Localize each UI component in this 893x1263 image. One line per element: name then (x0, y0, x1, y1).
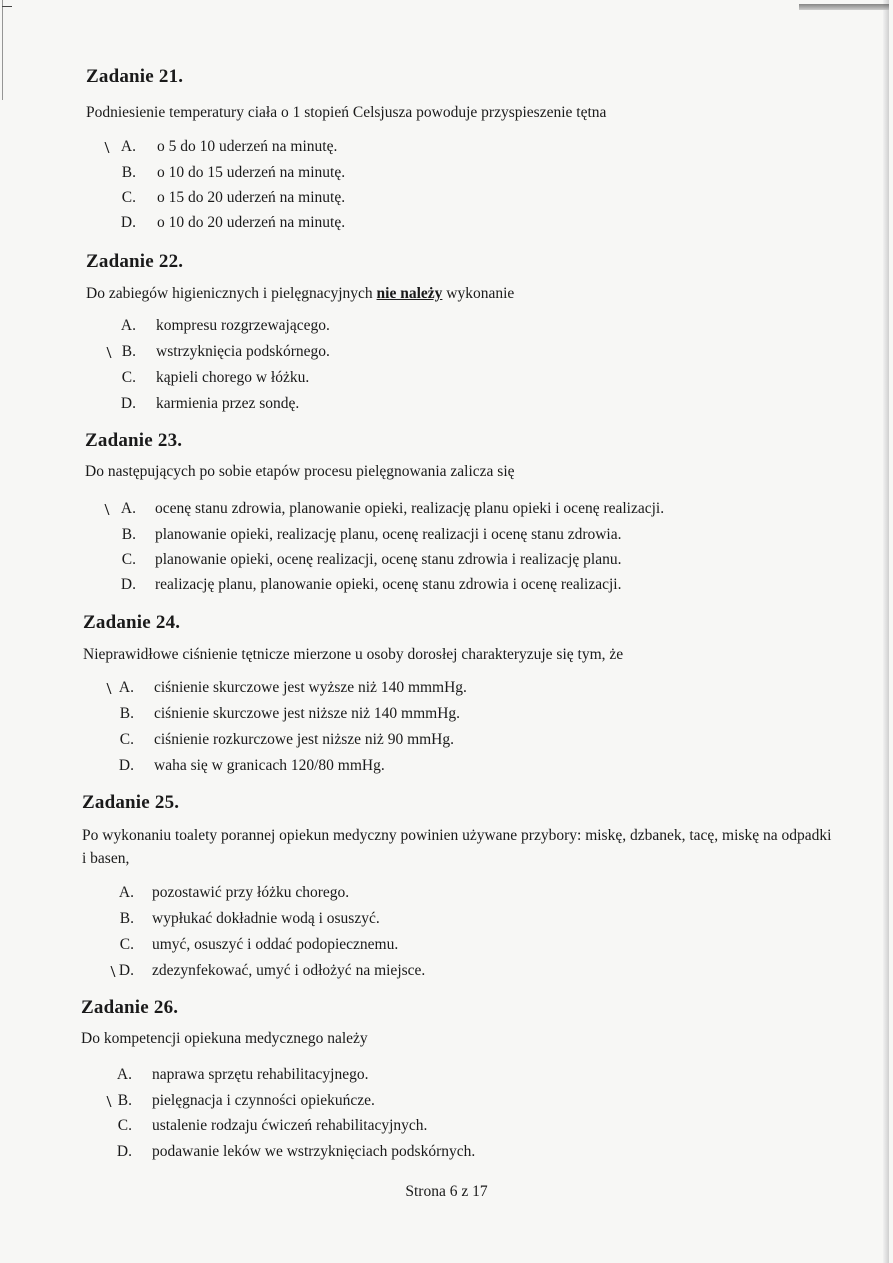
option-letter: B. (121, 343, 136, 360)
option-letter: D. (120, 395, 136, 412)
option-letter: B. (119, 705, 134, 722)
option-text: ciśnienie skurczowe jest niższe niż 140 mmmHg. (154, 705, 461, 722)
option-letter: D. (118, 962, 134, 979)
option-text: waha się w granicach 120/80 mmHg. (154, 757, 385, 774)
task-title: Zadanie 24. (83, 612, 181, 633)
option-letter: A. (120, 317, 136, 334)
option-text: wypłukać dokładnie wodą i osuszyć. (152, 910, 380, 927)
option-text: ciśnienie skurczowe jest wyższe niż 140 mmmHg. (154, 679, 467, 696)
answer-mark: \ (106, 1092, 112, 1111)
answer-mark: \ (106, 343, 112, 362)
option-letter: B. (121, 164, 136, 181)
option-letter: B. (117, 1092, 132, 1109)
task-title: Zadanie 21. (86, 66, 184, 87)
question-text: Do zabiegów higienicznych i pielęgnacyjnych (86, 285, 377, 302)
option-letter: D. (116, 1143, 132, 1160)
answer-mark: \ (110, 962, 116, 981)
task-question: Do następujących po sobie etapów procesu pielęgnowania zalicza się (85, 463, 515, 480)
task-title: Zadanie 25. (82, 792, 180, 813)
option-letter: B. (119, 910, 134, 927)
option-text: naprawa sprzętu rehabilitacyjnego. (152, 1066, 369, 1083)
option-letter: C. (119, 731, 134, 748)
option-letter: C. (119, 936, 134, 953)
task-question: Podniesienie temperatury ciała o 1 stopień Celsjusza powoduje przyspieszenie tętna (86, 104, 607, 121)
option-text: wstrzyknięcia podskórnego. (156, 343, 330, 360)
answer-mark: \ (104, 500, 110, 519)
option-letter: C. (121, 189, 136, 206)
task-question: Nieprawidłowe ciśnienie tętnicze mierzone u osoby dorosłej charakteryzuje się tym, że (83, 646, 624, 663)
scan-edge-right (883, 0, 889, 1263)
answer-mark: \ (104, 138, 110, 157)
option-text: pielęgnacja i czynności opiekuńcze. (152, 1092, 375, 1109)
option-letter: D. (118, 757, 134, 774)
option-text: o 15 do 20 uderzeń na minutę. (157, 189, 346, 206)
task-question: Po wykonaniu toalety porannej opiekun medyczny powinien używane przybory: miskę, dzbanek, tacę, miskę na odpadki i basen, (82, 827, 832, 867)
option-letter: A. (120, 500, 136, 517)
option-text: o 5 do 10 uderzeń na minutę. (157, 138, 338, 155)
option-text: realizację planu, planowanie opieki, ocenę stanu zdrowia i ocenę realizacji. (155, 576, 622, 593)
option-text: planowanie opieki, realizację planu, ocenę realizacji i ocenę stanu zdrowia. (155, 526, 622, 543)
option-text: kąpieli chorego w łóżku. (156, 369, 310, 386)
option-letter: A. (118, 884, 134, 901)
scan-edge-left (2, 0, 5, 100)
question-text: wykonanie (442, 285, 515, 302)
option-letter: B. (121, 526, 136, 543)
option-letter: D. (120, 576, 136, 593)
option-text: zdezynfekować, umyć i odłożyć na miejsce. (152, 962, 426, 979)
option-text: o 10 do 20 uderzeń na minutę. (157, 214, 346, 231)
option-text: pozostawić przy łóżku chorego. (152, 884, 350, 901)
task-title: Zadanie 23. (85, 430, 183, 451)
option-text: umyć, osuszyć i oddać podopiecznemu. (152, 936, 399, 953)
task-question (86, 285, 514, 303)
option-letter: A. (120, 138, 136, 155)
option-text: ustalenie rodzaju ćwiczeń rehabilitacyjnych. (152, 1117, 428, 1134)
scan-edge-top-right (799, 4, 889, 10)
question-emphasis: nie należy (376, 285, 443, 302)
option-letter: C. (121, 369, 136, 386)
task-question: Do kompetencji opiekuna medycznego należy (81, 1030, 368, 1047)
option-letter: C. (121, 551, 136, 568)
task-title: Zadanie 22. (86, 251, 184, 272)
option-letter: C. (117, 1117, 132, 1134)
option-text: o 10 do 15 uderzeń na minutę. (157, 164, 346, 181)
option-text: karmienia przez sondę. (156, 395, 300, 412)
scan-corner-mark (2, 6, 12, 7)
task-title: Zadanie 26. (81, 997, 179, 1018)
option-letter: A. (116, 1066, 132, 1083)
answer-mark: \ (106, 679, 112, 698)
option-text: podawanie leków we wstrzyknięciach podskórnych. (152, 1143, 476, 1160)
page-number: Strona 6 z 17 (405, 1183, 488, 1200)
option-text: ocenę stanu zdrowia, planowanie opieki, realizację planu opieki i ocenę realizacji. (155, 500, 665, 517)
option-text: planowanie opieki, ocenę realizacji, ocenę stanu zdrowia i realizację planu. (155, 551, 622, 568)
option-text: ciśnienie rozkurczowe jest niższe niż 90 mmHg. (154, 731, 454, 748)
option-letter: D. (120, 214, 136, 231)
option-letter: A. (118, 679, 134, 696)
option-text: kompresu rozgrzewającego. (156, 317, 330, 334)
